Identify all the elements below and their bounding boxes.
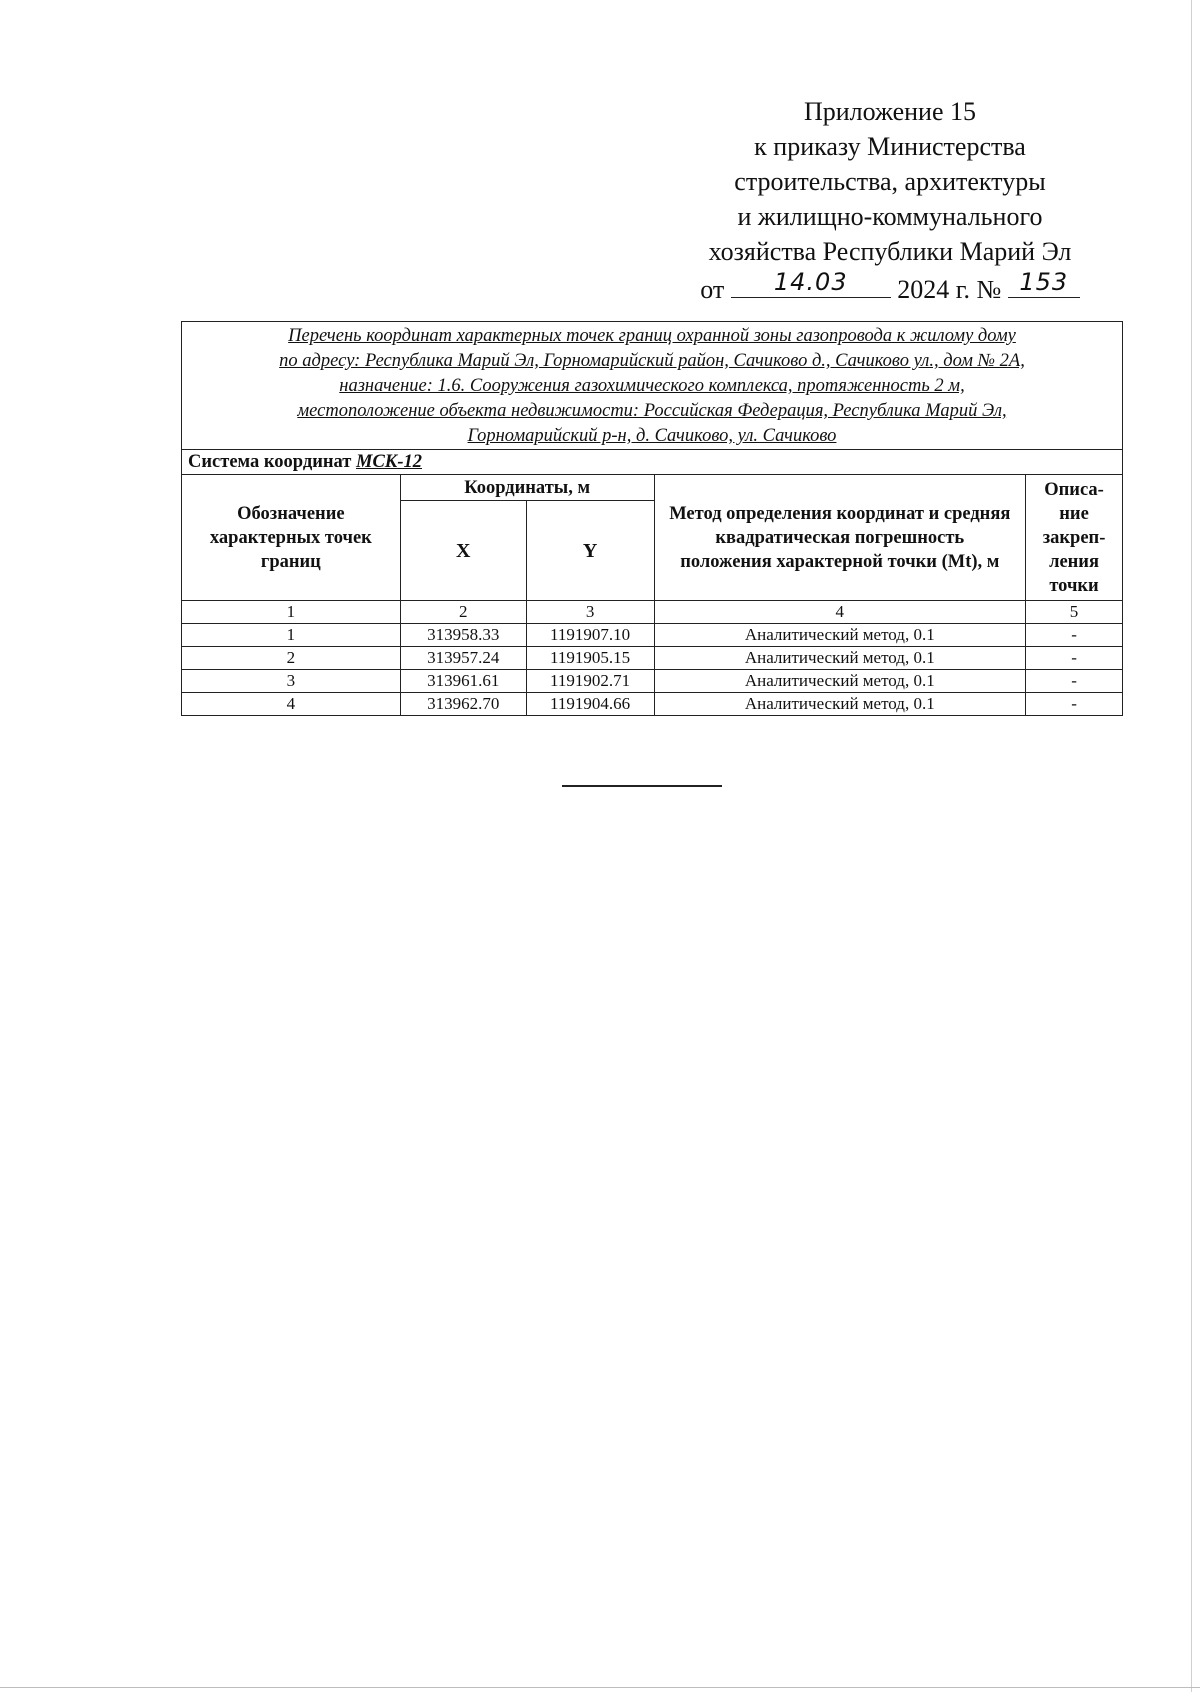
page-bottom-edge	[0, 1687, 1200, 1688]
column-number-1: 1	[182, 601, 401, 624]
end-of-document-rule	[562, 785, 722, 787]
appendix-line-2: к приказу Министерства	[754, 132, 1026, 161]
coordinate-system-label: Система координат	[188, 451, 352, 472]
header-points: Обозначение характерных точек границ	[182, 475, 401, 601]
column-number-2: 2	[400, 601, 526, 624]
table-row	[182, 647, 1123, 670]
x-value: 313961.61	[400, 670, 526, 693]
description-value: -	[1026, 693, 1123, 716]
column-number-4: 4	[654, 601, 1026, 624]
column-number-3: 3	[526, 601, 654, 624]
header-x: X	[400, 501, 526, 601]
header-y: Y	[526, 501, 654, 601]
caption-line-4: местоположение объекта недвижимости: Российская Федерация, Республика Марий Эл,	[297, 401, 1007, 421]
caption-line-2: по адресу: Республика Марий Эл, Горномарийский район, Сачиково д., Сачиково ул., дом № 2А,	[279, 351, 1025, 371]
y-value: 1191904.66	[526, 693, 654, 716]
header-coordinates: Координаты, м	[400, 475, 654, 501]
x-value: 313958.33	[400, 624, 526, 647]
description-value: -	[1026, 647, 1123, 670]
caption-line-3: назначение: 1.6. Сооружения газохимического комплекса, протяженность 2 м,	[339, 376, 965, 396]
column-number-5: 5	[1026, 601, 1123, 624]
year-number-text: 2024 г. №	[897, 275, 1002, 304]
handwritten-number: 153	[1019, 268, 1069, 296]
appendix-header	[680, 94, 1100, 307]
table-caption	[182, 322, 1123, 450]
point-id: 2	[182, 647, 401, 670]
appendix-line-5: хозяйства Республики Марий Эл	[708, 237, 1072, 266]
method-value: Аналитический метод, 0.1	[654, 693, 1026, 716]
y-value: 1191907.10	[526, 624, 654, 647]
caption-line-1: Перечень координат характерных точек границ охранной зоны газопровода к жилому дому	[288, 326, 1016, 346]
header-description-line-1: Описа-	[1044, 479, 1104, 500]
x-value: 313962.70	[400, 693, 526, 716]
appendix-line-3: строительства, архитектуры	[734, 167, 1046, 196]
y-value: 1191905.15	[526, 647, 654, 670]
header-description	[1026, 475, 1123, 601]
appendix-line-4: и жилищно-коммунального	[737, 202, 1043, 231]
description-value: -	[1026, 670, 1123, 693]
table-row	[182, 670, 1123, 693]
table-row	[182, 624, 1123, 647]
page-edge	[1191, 0, 1192, 1692]
description-value: -	[1026, 624, 1123, 647]
method-value: Аналитический метод, 0.1	[654, 647, 1026, 670]
x-value: 313957.24	[400, 647, 526, 670]
coordinate-system-value: МСК-12	[356, 451, 422, 472]
header-method: Метод определения координат и средняя квадратическая погрешность положения характерной точки (Mt), м	[654, 475, 1026, 601]
number-field	[1008, 269, 1080, 298]
date-prefix: от	[700, 275, 725, 304]
appendix-title: Приложение 15	[803, 97, 977, 126]
order-date-line	[680, 269, 1100, 307]
coordinate-system-row	[182, 450, 1123, 475]
y-value: 1191902.71	[526, 670, 654, 693]
handwritten-date: 14.03	[773, 268, 848, 296]
table-row	[182, 693, 1123, 716]
point-id: 1	[182, 624, 401, 647]
date-field	[731, 269, 891, 298]
header-description-line-4: ления	[1049, 551, 1099, 572]
point-id: 4	[182, 693, 401, 716]
header-description-line-5: точки	[1049, 575, 1099, 596]
caption-line-5: Горномарийский р-н, д. Сачиково, ул. Сачиково	[467, 426, 837, 446]
header-description-line-3: закреп-	[1042, 527, 1106, 548]
coordinates-table	[181, 321, 1123, 716]
header-description-line-2: ние	[1059, 503, 1089, 524]
method-value: Аналитический метод, 0.1	[654, 670, 1026, 693]
point-id: 3	[182, 670, 401, 693]
method-value: Аналитический метод, 0.1	[654, 624, 1026, 647]
